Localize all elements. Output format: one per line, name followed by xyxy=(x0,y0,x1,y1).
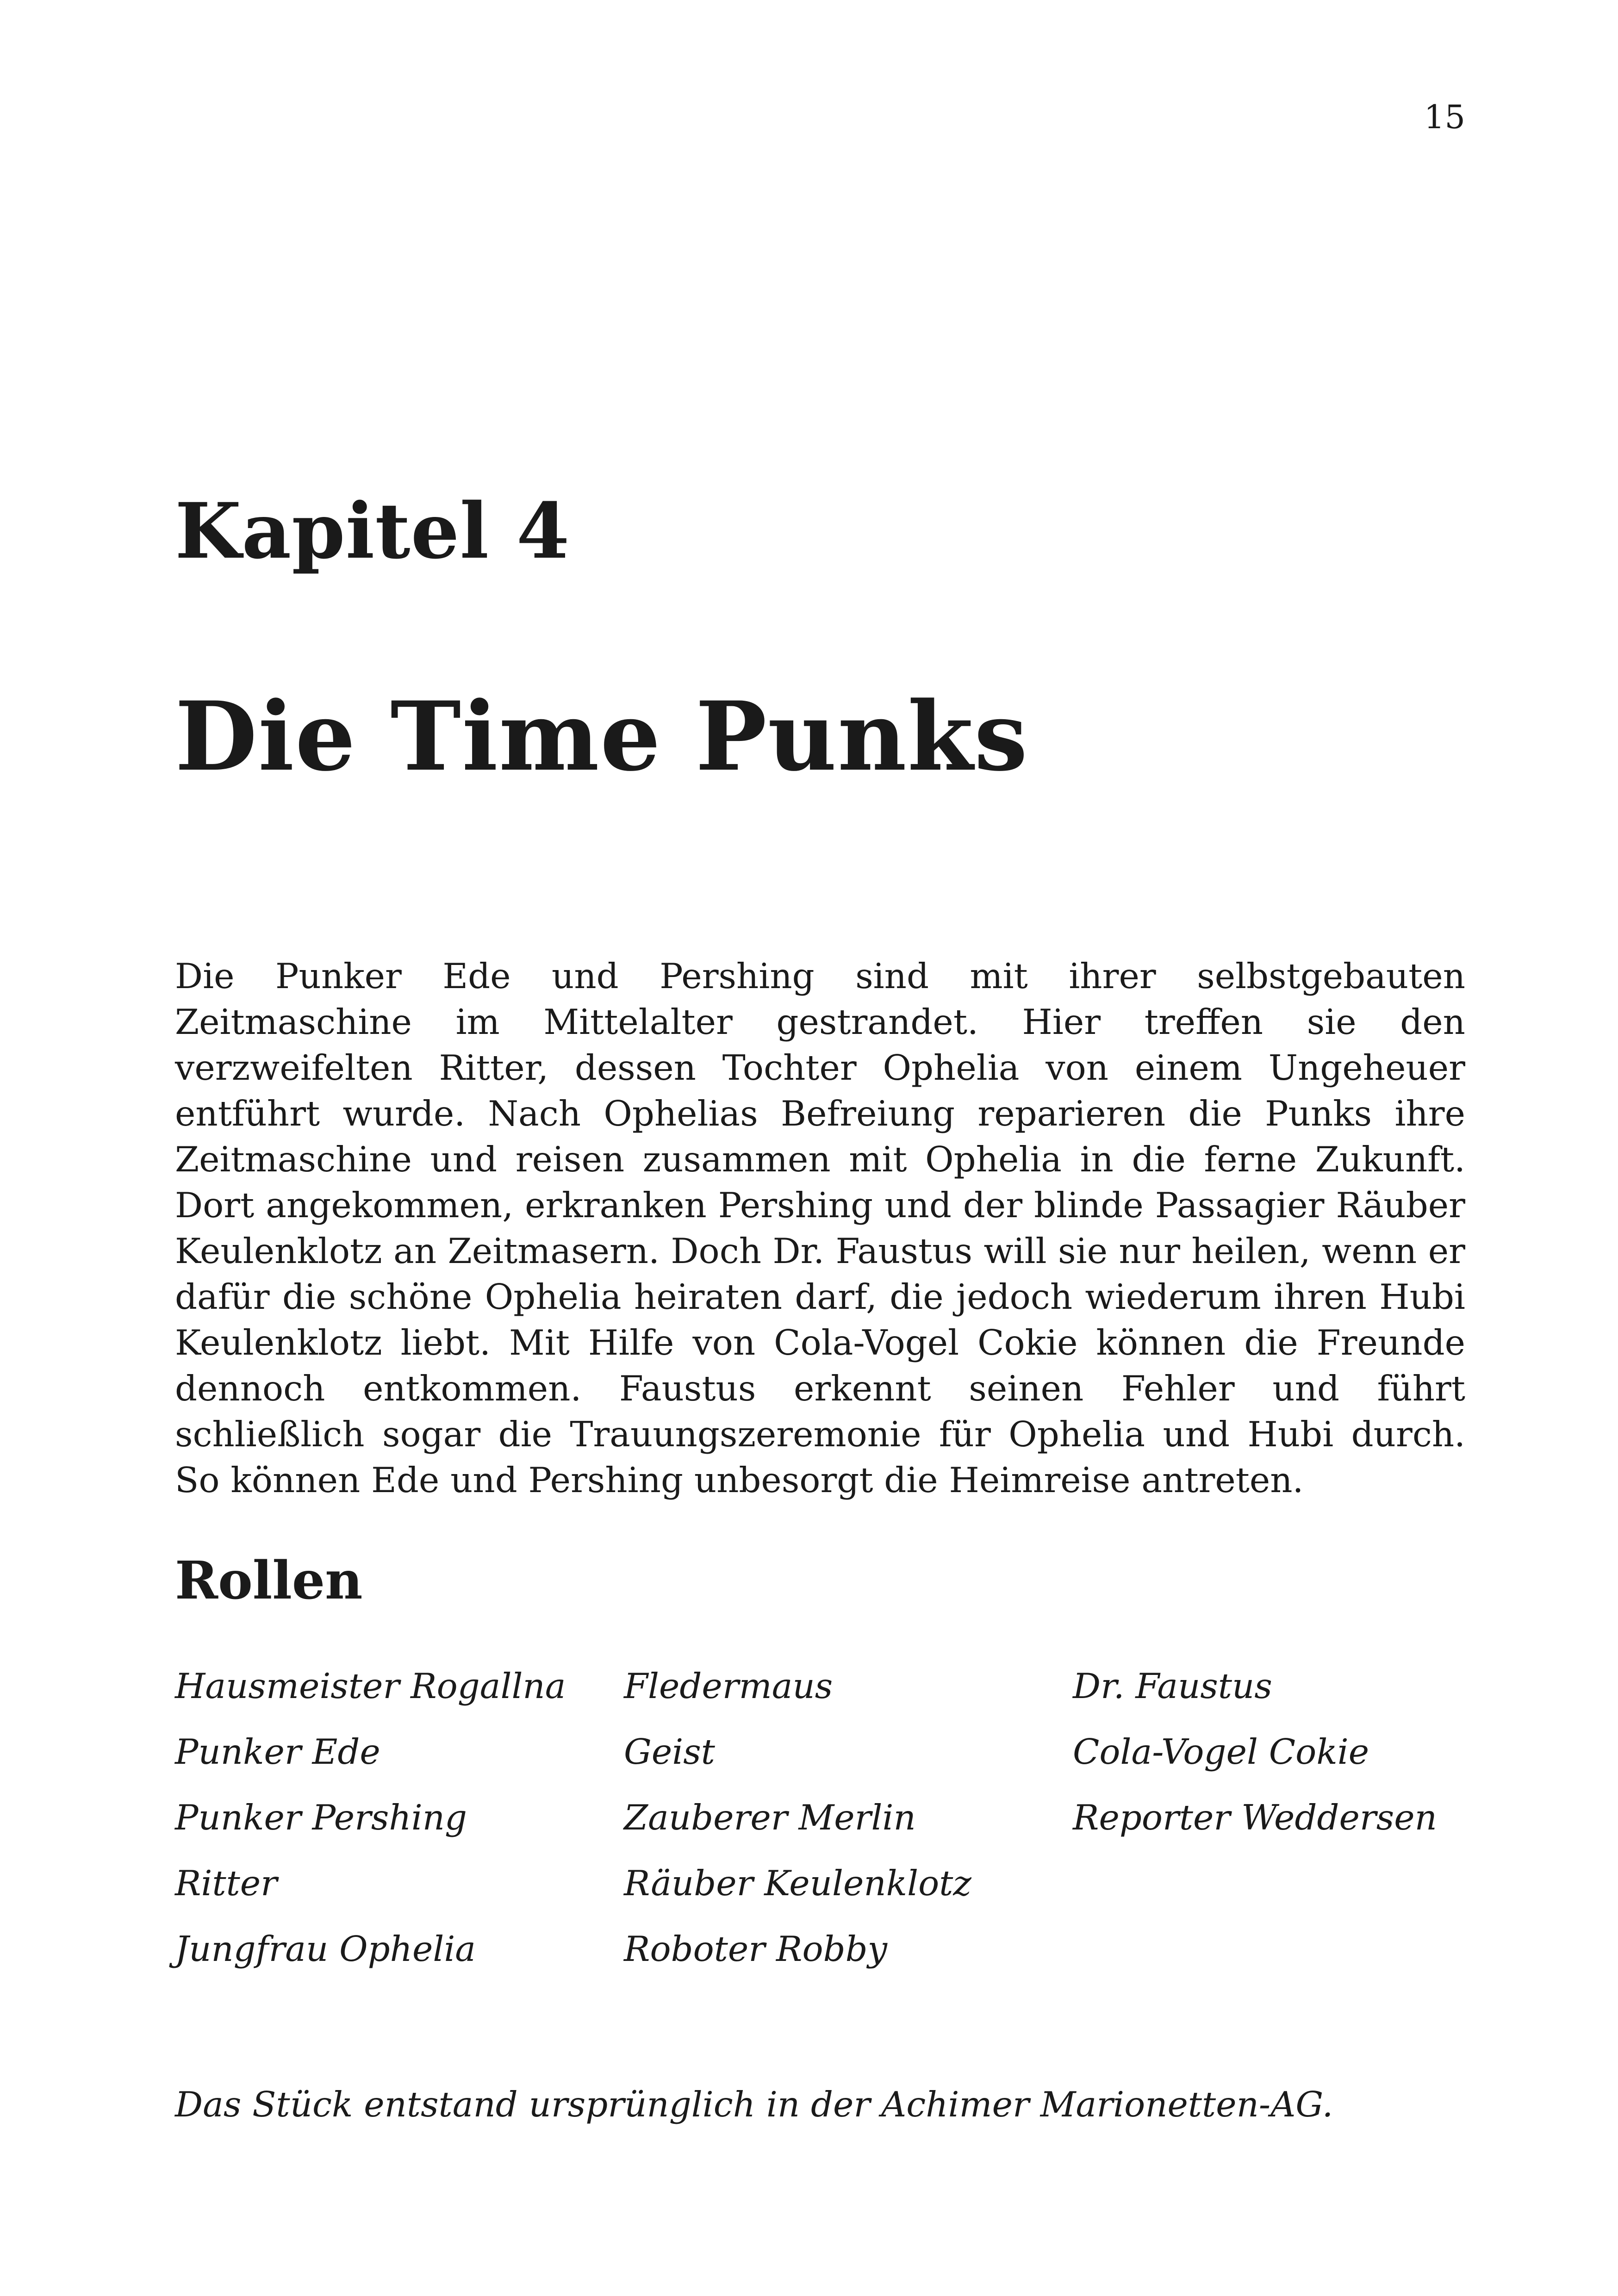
role-entry: Punker Pershing xyxy=(175,1797,467,1838)
roles-column-3 xyxy=(1073,1653,1517,1982)
role-entry: Punker Ede xyxy=(175,1731,380,1772)
roles-column-1 xyxy=(175,1653,624,1982)
role-entry: Räuber Keulenklotz xyxy=(624,1863,971,1904)
chapter-label: Kapitel 4 xyxy=(175,486,570,576)
role-entry: Jungfrau Ophelia xyxy=(175,1929,476,1969)
chapter-summary: Die Punker Ede und Pershing sind mit ihrer selbstgebauten Zeitmaschine im Mittelalter gestrandet. Hier treffen sie den verzweifelten Ritter, dessen Tochter Ophelia von einem Ungeheuer entführt wurde. Nach Ophelias Befreiung reparieren die Punks ihre Zeitmaschine und reisen zusammen mit Ophelia in die ferne Zukunft. Dort angekommen, erkranken Pershing und der blinde Passagier Räuber Keulenklotz an Zeitmasern. Doch Dr. Faustus will sie nur heilen, wenn er dafür die schöne Ophelia heiraten darf, die jedoch wiederum ihren Hubi Keulenklotz liebt. Mit Hilfe von Cola-Vogel Cokie können die Freunde dennoch entkommen. Faustus erkennt seinen Fehler und führt schließlich sogar die Trauungszeremonie für Ophelia und Hubi durch. So können Ede und Pershing unbesorgt die Heimreise antreten. xyxy=(175,956,1465,1500)
role-entry: Ritter xyxy=(175,1863,277,1904)
roles-list xyxy=(175,1653,1517,1982)
page-number: 15 xyxy=(1424,98,1465,136)
role-entry: Zauberer Merlin xyxy=(624,1797,916,1838)
roles-column-2 xyxy=(624,1653,1073,1982)
chapter-title: Die Time Punks xyxy=(175,681,1029,792)
role-entry: Roboter Robby xyxy=(624,1929,888,1969)
role-entry: Cola-Vogel Cokie xyxy=(1073,1731,1369,1772)
role-entry: Reporter Weddersen xyxy=(1073,1797,1437,1838)
footnote: Das Stück entstand ursprünglich in der Achimer Marionetten-AG. xyxy=(175,2084,1333,2125)
roles-heading: Rollen xyxy=(175,1550,363,1611)
role-entry: Geist xyxy=(624,1731,715,1772)
role-entry: Fledermaus xyxy=(624,1666,833,1706)
role-entry: Dr. Faustus xyxy=(1073,1666,1272,1706)
role-entry: Hausmeister Rogallna xyxy=(175,1666,566,1706)
